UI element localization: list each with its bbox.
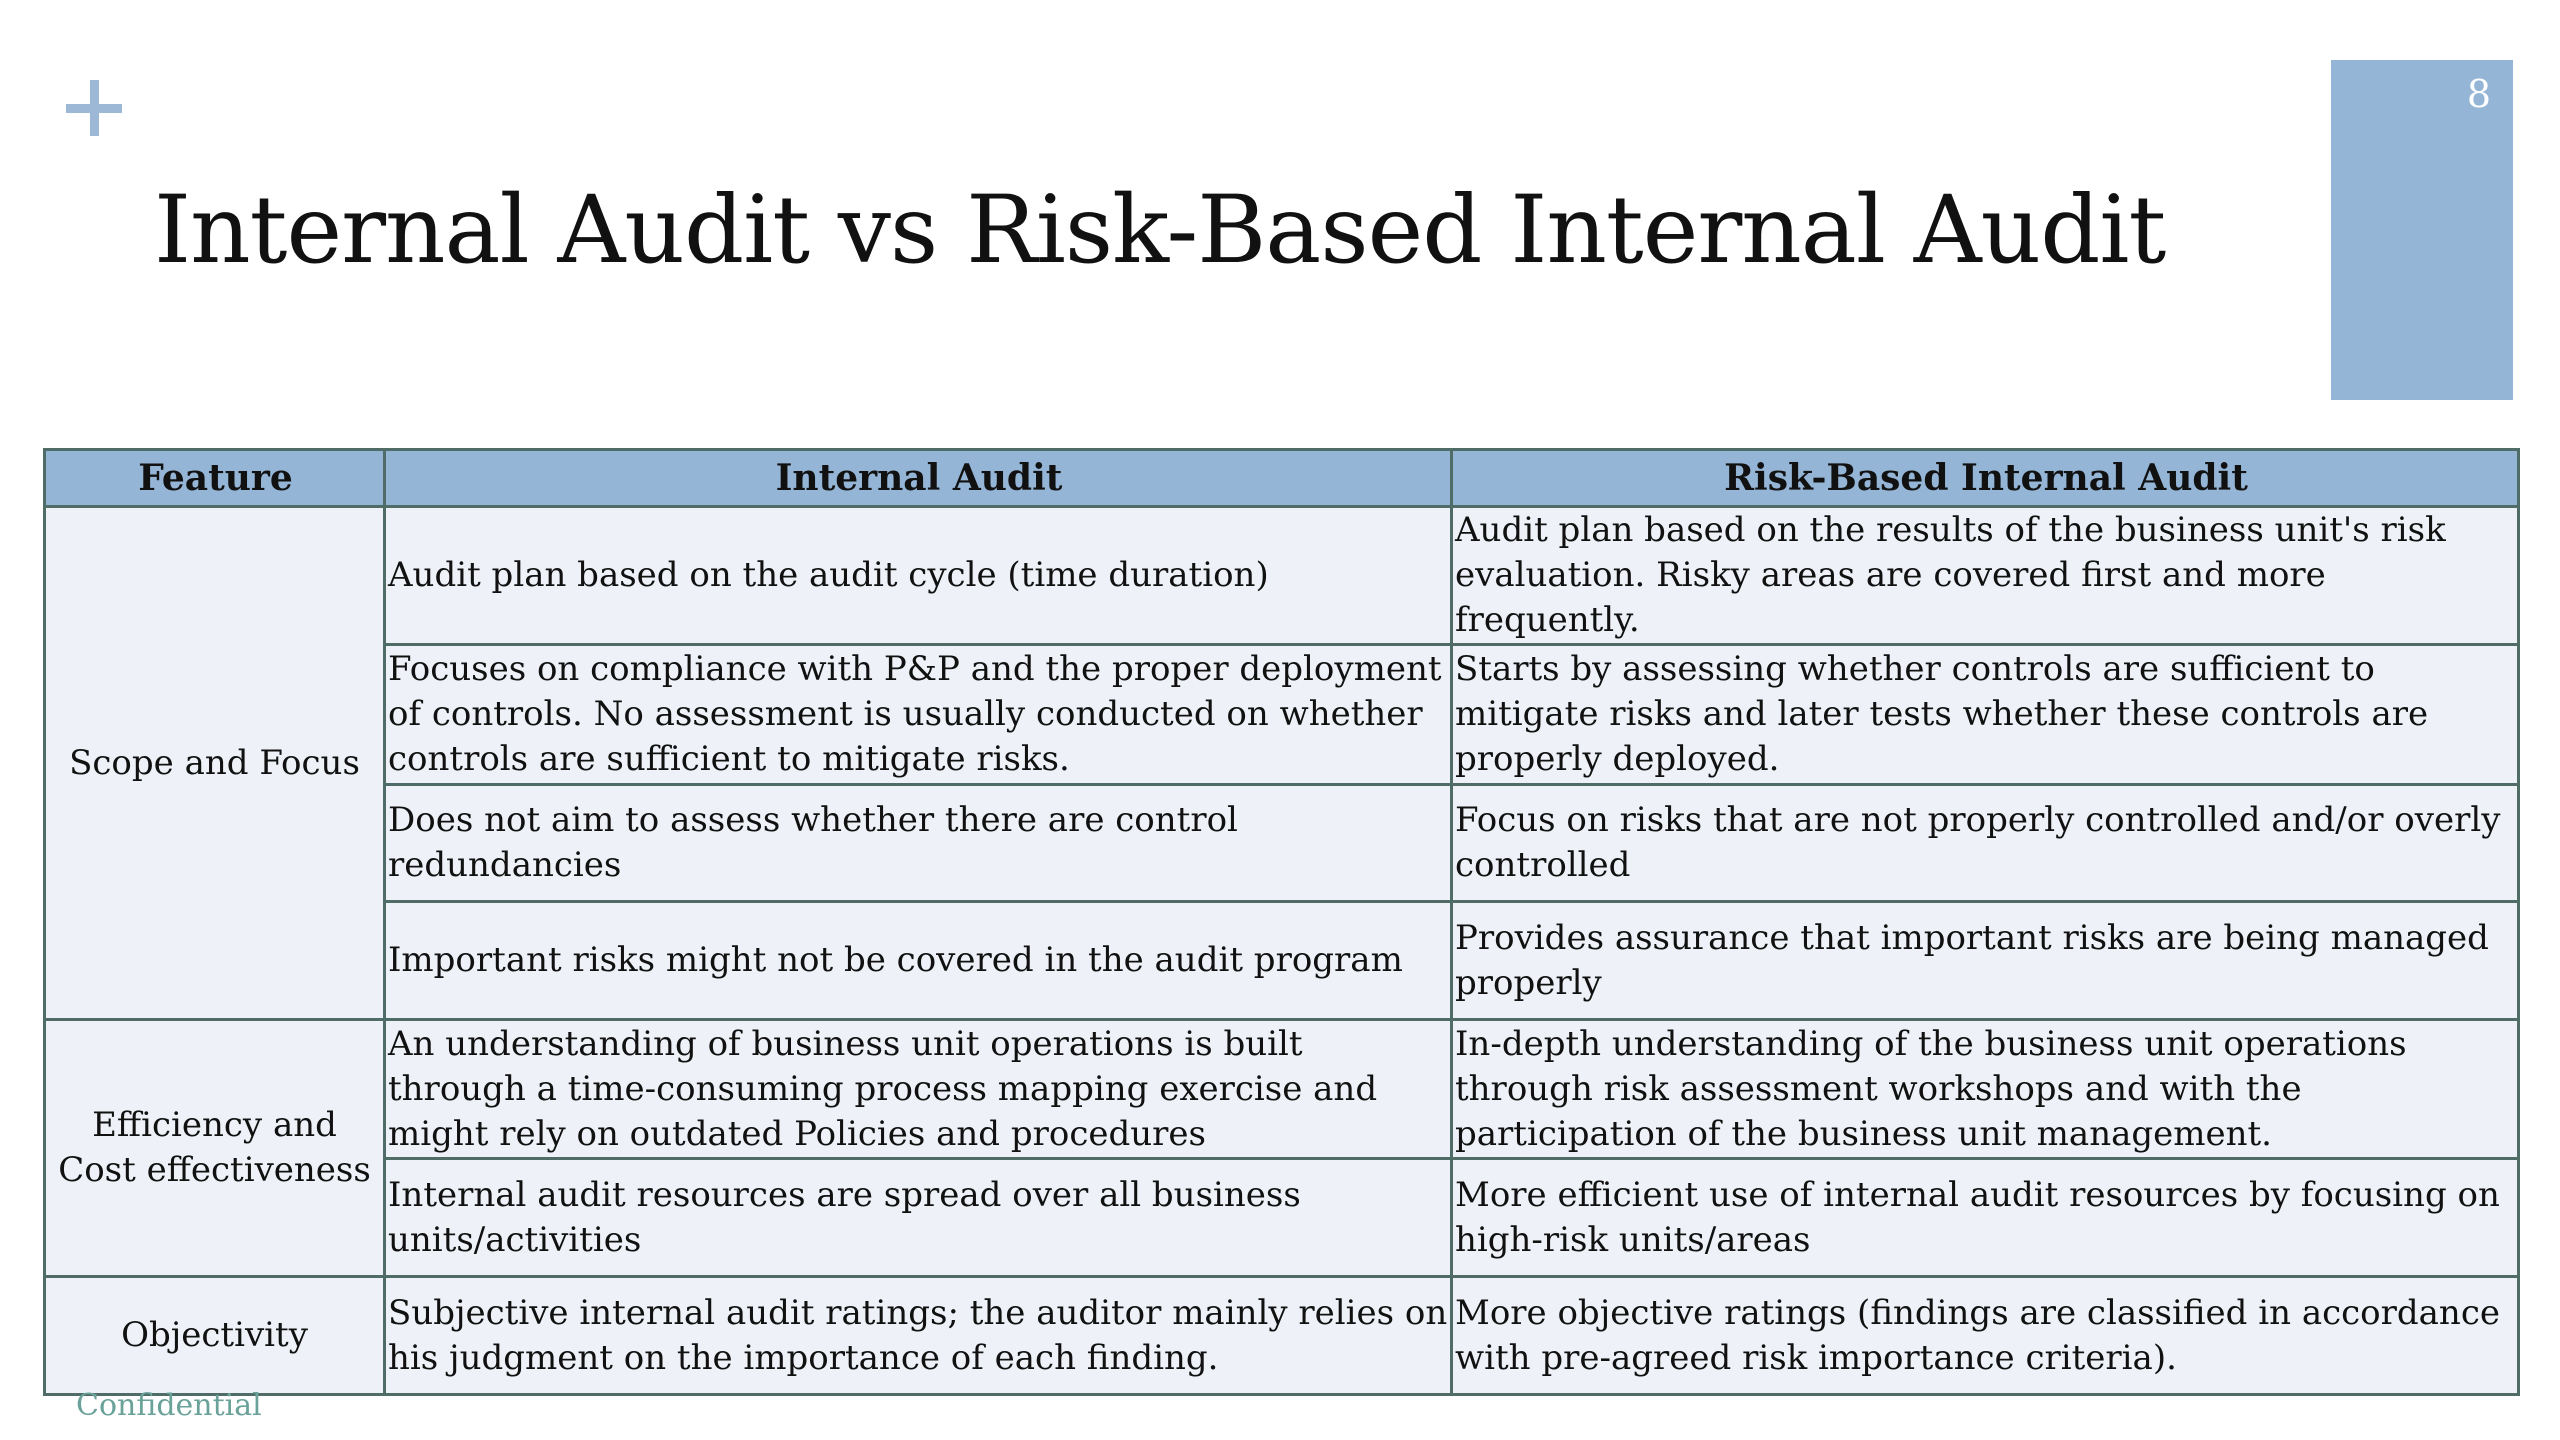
risk-based-cell: Starts by assessing whether controls are sufficient to mitigate risks and later tests whether these controls are properly deployed. [1452, 645, 2519, 785]
table-row [45, 1159, 2519, 1277]
header-internal-audit: Internal Audit [385, 450, 1452, 507]
table-header-row [45, 450, 2519, 507]
page-number: 8 [2466, 72, 2491, 116]
internal-audit-cell: Does not aim to assess whether there are control redundancies [385, 785, 1452, 902]
risk-based-cell: Audit plan based on the results of the business unit's risk evaluation. Risky areas are covered first and more frequently. [1452, 507, 2519, 645]
plus-icon [66, 80, 122, 136]
table-row [45, 645, 2519, 785]
page-number-block [2331, 60, 2513, 400]
feature-cell-scope-and-focus: Scope and Focus [45, 507, 385, 1020]
risk-based-cell: More efficient use of internal audit resources by focusing on high-risk units/areas [1452, 1159, 2519, 1277]
table-row [45, 902, 2519, 1020]
comparison-table [43, 448, 2520, 1396]
table-row [45, 1020, 2519, 1159]
table-row [45, 785, 2519, 902]
feature-cell-efficiency-and-cost-effectiveness: Efficiency and Cost effectiveness [45, 1020, 385, 1277]
internal-audit-cell: Internal audit resources are spread over all business units/activities [385, 1159, 1452, 1277]
table-row [45, 1277, 2519, 1395]
internal-audit-cell: Important risks might not be covered in the audit program [385, 902, 1452, 1020]
slide-title: Internal Audit vs Risk-Based Internal Audit [154, 175, 2166, 285]
footer-confidential: Confidential [76, 1388, 262, 1423]
risk-based-cell: Focus on risks that are not properly controlled and/or overly controlled [1452, 785, 2519, 902]
header-feature: Feature [45, 450, 385, 507]
risk-based-cell: In-depth understanding of the business unit operations through risk assessment workshops and with the participation of the business unit management. [1452, 1020, 2519, 1159]
internal-audit-cell: Subjective internal audit ratings; the auditor mainly relies on his judgment on the importance of each finding. [385, 1277, 1452, 1395]
risk-based-cell: Provides assurance that important risks are being managed properly [1452, 902, 2519, 1020]
internal-audit-cell: Audit plan based on the audit cycle (time duration) [385, 507, 1452, 645]
header-risk-based-internal-audit: Risk-Based Internal Audit [1452, 450, 2519, 507]
table-row [45, 507, 2519, 645]
feature-cell-objectivity: Objectivity [45, 1277, 385, 1395]
internal-audit-cell: Focuses on compliance with P&P and the proper deployment of controls. No assessment is usually conducted on whether controls are sufficient to mitigate risks. [385, 645, 1452, 785]
internal-audit-cell: An understanding of business unit operations is built through a time-consuming process mapping exercise and might rely on outdated Policies and procedures [385, 1020, 1452, 1159]
risk-based-cell: More objective ratings (findings are classified in accordance with pre-agreed risk importance criteria). [1452, 1277, 2519, 1395]
